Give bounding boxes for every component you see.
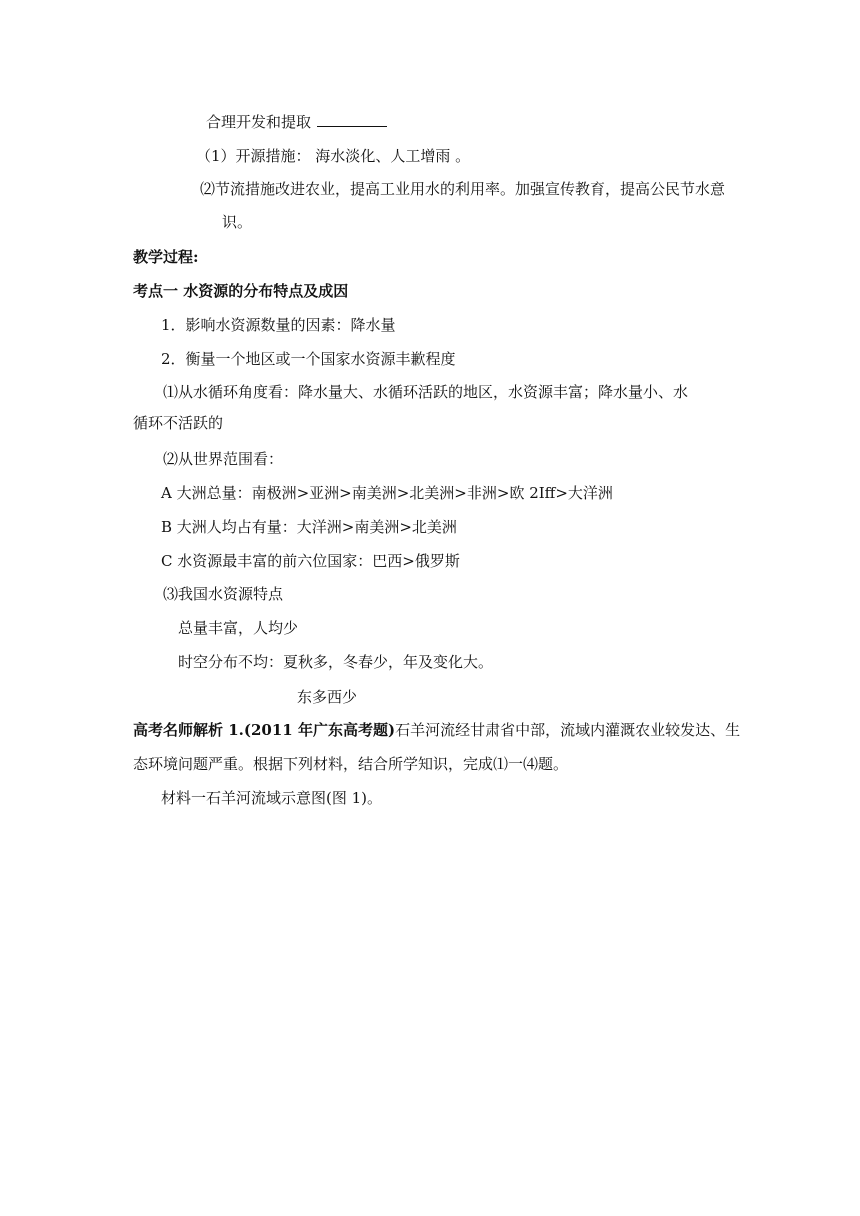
text-line-water-cycle-cont: 循环不活跃的 [133,414,224,432]
text-line-material-one: 材料一石羊河流域示意图(图 1)。 [161,789,383,807]
text-line-reasonable-development [206,111,387,133]
text-line-world-scope: ⑵从世界范围看： [163,450,284,468]
text-line-water-cycle: ⑴从水循环角度看：降水量大、水循环活跃的地区，水资源丰富；降水量小、水 [163,383,689,401]
text-line-save-water-cont: 识。 [222,213,253,231]
text-line-open-source: （1）开源措施： 海水淡化、人工增雨 。 [196,147,471,165]
text-line-exam-analysis-cont: 态环境问题严重。根据下列材料，结合所学知识，完成⑴一⑷题。 [133,755,569,773]
text-line-china-features: ⑶我国水资源特点 [163,585,284,603]
text-line-save-water: ⑵节流措施改进农业，提高工业用水的利用率。加强宣传教育，提高公民节水意 [200,180,726,198]
text-line-factor: 1．影响水资源数量的因素：降水量 [161,316,396,334]
exam-analysis-text: 石羊河流经甘肃省中部，流域内灌溉农业较发达、生 [395,721,741,739]
fill-blank [317,112,387,127]
text-line-east-west: 东多西少 [297,688,358,706]
section-heading-point-one: 考点一 水资源的分布特点及成因 [133,282,349,300]
text-line-top-countries: C 水资源最丰富的前六位国家：巴西>俄罗斯 [161,552,460,570]
line-text: 合理开发和提取 [206,113,312,131]
exam-analysis-label: 高考名师解析 1.(2011 年广东高考题) [133,721,396,739]
text-line-continent-per-capita: B 大洲人均占有量：大洋洲>南美洲>北美洲 [161,518,457,536]
text-line-uneven-distribution: 时空分布不均：夏秋多，冬春少，年及变化大。 [178,653,494,671]
text-line-exam-analysis [133,719,740,741]
text-line-measure: 2．衡量一个地区或一个国家水资源丰歉程度 [161,350,456,368]
text-line-total-rich: 总量丰富，人均少 [178,619,299,637]
text-line-continent-total: A 大洲总量：南极洲>亚洲>南美洲>北美洲>非洲>欧 2Iff>大洋洲 [161,484,613,502]
section-heading-teaching-process: 教学过程: [133,248,199,266]
